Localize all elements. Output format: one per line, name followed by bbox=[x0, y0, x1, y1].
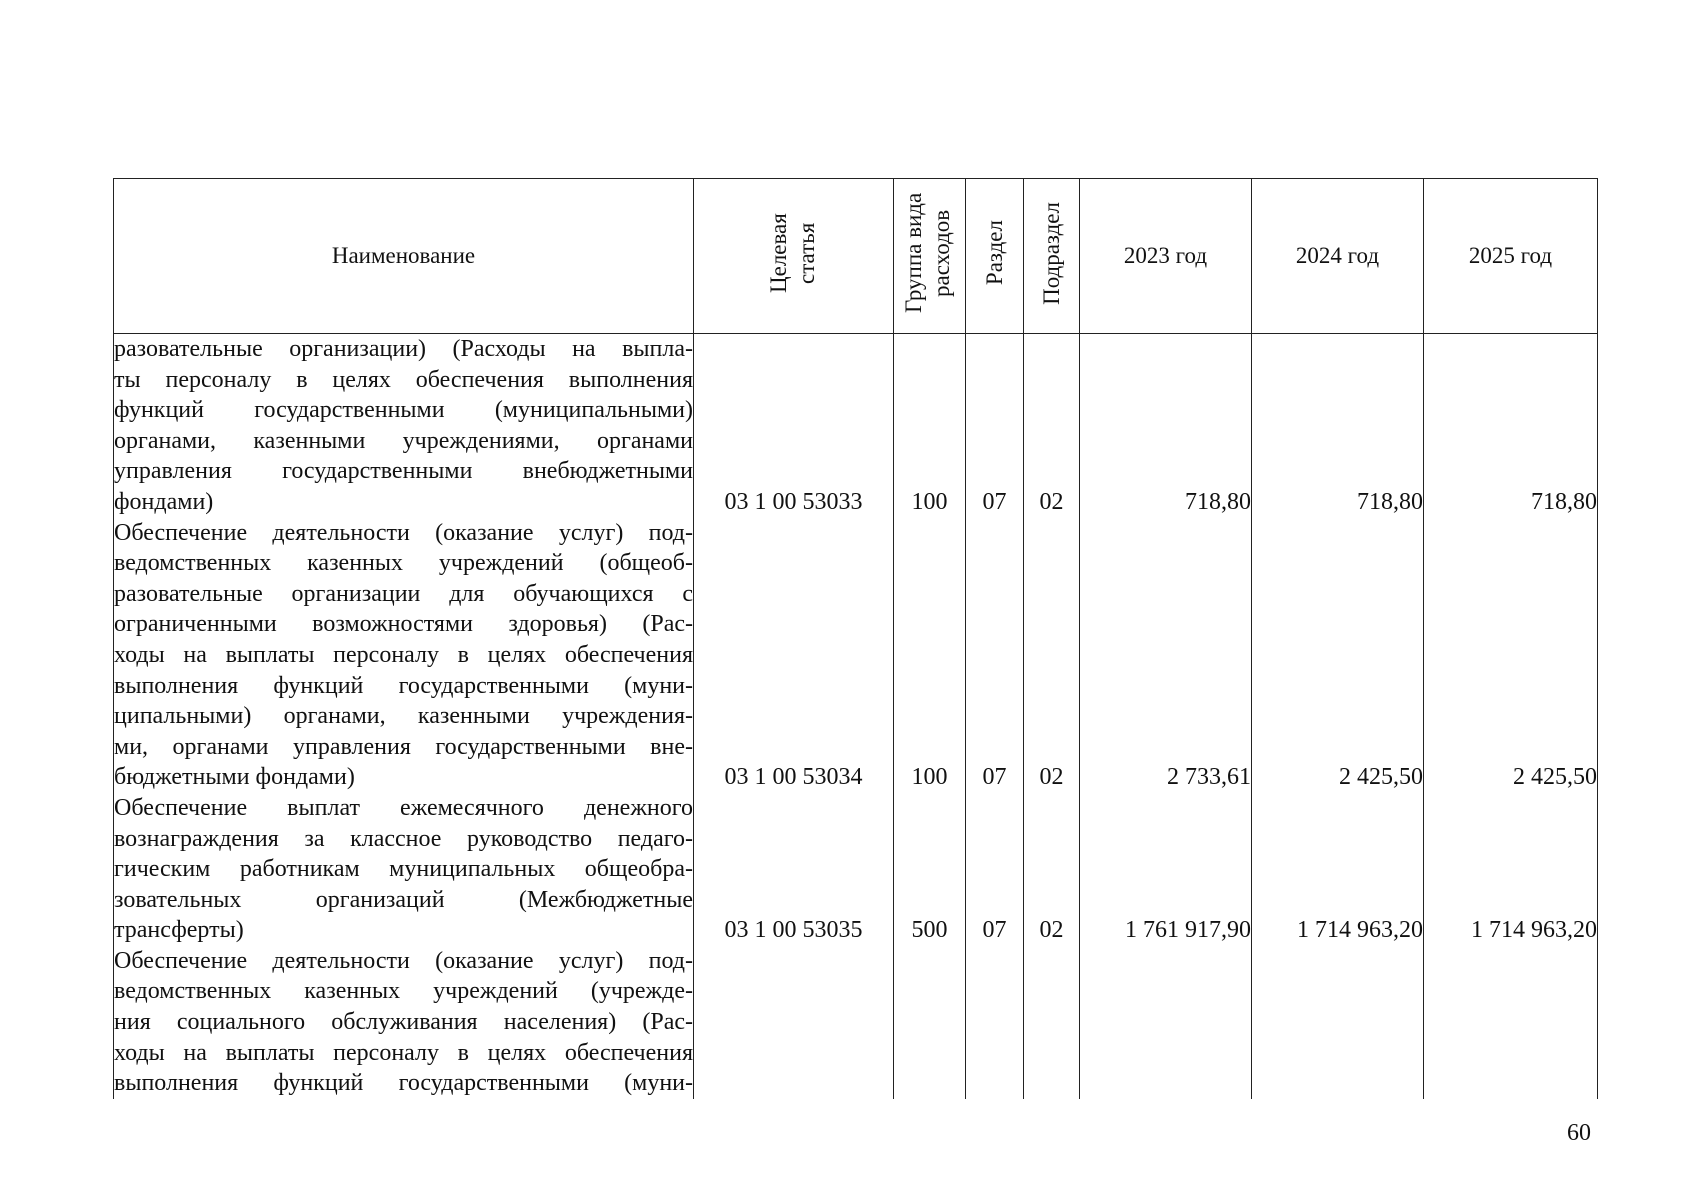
name-line: фондами) bbox=[114, 488, 214, 515]
name-line: Обеспечение деятельности (оказание услуг) под- bbox=[114, 519, 693, 546]
cell-subsection: 02 bbox=[1024, 334, 1080, 518]
name-line: выполнения функций государственными (муни- bbox=[114, 672, 693, 699]
cell-name bbox=[114, 946, 694, 1099]
name-line: трансферты) bbox=[114, 917, 244, 944]
cell-section bbox=[966, 946, 1024, 1099]
name-line: гическим работникам муниципальных общеобра- bbox=[114, 856, 693, 883]
cell-year-2023 bbox=[1080, 946, 1252, 1099]
cell-expense-group: 500 bbox=[894, 793, 966, 946]
name-line: вознаграждения за классное руководство педаго- bbox=[114, 825, 693, 852]
header-year-2023: 2023 год bbox=[1080, 179, 1252, 334]
name-line: ограниченными возможностями здоровья) (Рас- bbox=[114, 611, 693, 638]
table-row bbox=[114, 793, 1598, 946]
header-name: Наименование bbox=[114, 179, 694, 334]
name-line: разовательные организации для обучающихся с bbox=[114, 580, 693, 607]
header-year-2025: 2025 год bbox=[1424, 179, 1598, 334]
name-line: выполнения функций государственными (муни- bbox=[114, 1070, 693, 1097]
name-line: функций государственными (муниципальными) bbox=[114, 397, 693, 424]
budget-table bbox=[113, 178, 1598, 1099]
header-subsection: Подраздел bbox=[1024, 179, 1080, 334]
cell-target-article bbox=[694, 946, 894, 1099]
name-line: Обеспечение деятельности (оказание услуг) под- bbox=[114, 947, 693, 974]
cell-target-article: 03 1 00 53034 bbox=[694, 518, 894, 793]
header-year-2024: 2024 год bbox=[1252, 179, 1424, 334]
cell-name bbox=[114, 793, 694, 946]
cell-expense-group bbox=[894, 946, 966, 1099]
cell-year-2023: 2 733,61 bbox=[1080, 518, 1252, 793]
cell-year-2023: 718,80 bbox=[1080, 334, 1252, 518]
cell-section: 07 bbox=[966, 518, 1024, 793]
name-line: ния социального обслуживания населения) (Рас- bbox=[114, 1009, 693, 1036]
table-row bbox=[114, 518, 1598, 793]
cell-year-2025: 1 714 963,20 bbox=[1424, 793, 1598, 946]
cell-target-article: 03 1 00 53033 bbox=[694, 334, 894, 518]
name-line: зовательных организаций (Межбюджетные bbox=[114, 886, 693, 913]
cell-expense-group: 100 bbox=[894, 334, 966, 518]
header-expense-group: Группа вида расходов bbox=[894, 179, 966, 334]
cell-target-article: 03 1 00 53035 bbox=[694, 793, 894, 946]
cell-section: 07 bbox=[966, 793, 1024, 946]
cell-year-2024: 718,80 bbox=[1252, 334, 1424, 518]
table-header-row bbox=[114, 179, 1598, 334]
cell-year-2024: 2 425,50 bbox=[1252, 518, 1424, 793]
name-line: ципальными) органами, казенными учреждения- bbox=[114, 703, 693, 730]
table-row bbox=[114, 946, 1598, 1099]
cell-year-2025: 718,80 bbox=[1424, 334, 1598, 518]
name-line: разовательные организации) (Расходы на выпла- bbox=[114, 336, 693, 362]
name-line: бюджетными фондами) bbox=[114, 764, 355, 791]
name-line: Обеспечение выплат ежемесячного денежного bbox=[114, 794, 693, 821]
cell-year-2025: 2 425,50 bbox=[1424, 518, 1598, 793]
cell-expense-group: 100 bbox=[894, 518, 966, 793]
name-line: ходы на выплаты персоналу в целях обеспечения bbox=[114, 641, 693, 668]
name-line: ты персоналу в целях обеспечения выполнения bbox=[114, 366, 693, 393]
name-line: органами, казенными учреждениями, органами bbox=[114, 427, 693, 454]
cell-year-2025 bbox=[1424, 946, 1598, 1099]
name-line: ми, органами управления государственными вне- bbox=[114, 733, 693, 760]
table-row bbox=[114, 334, 1598, 518]
cell-subsection: 02 bbox=[1024, 518, 1080, 793]
cell-year-2023: 1 761 917,90 bbox=[1080, 793, 1252, 946]
cell-year-2024: 1 714 963,20 bbox=[1252, 793, 1424, 946]
cell-subsection bbox=[1024, 946, 1080, 1099]
cell-subsection: 02 bbox=[1024, 793, 1080, 946]
cell-name bbox=[114, 334, 694, 518]
header-target-article: Целевая статья bbox=[694, 179, 894, 334]
name-line: управления государственными внебюджетными bbox=[114, 458, 693, 485]
cell-section: 07 bbox=[966, 334, 1024, 518]
name-line: ведомственных казенных учреждений (учрежде- bbox=[114, 978, 693, 1005]
table-body bbox=[114, 334, 1598, 1099]
name-line: ходы на выплаты персоналу в целях обеспечения bbox=[114, 1039, 693, 1066]
cell-year-2024 bbox=[1252, 946, 1424, 1099]
cell-name bbox=[114, 518, 694, 793]
name-line: ведомственных казенных учреждений (общеоб- bbox=[114, 550, 693, 577]
page-number: 60 bbox=[1567, 1120, 1591, 1146]
header-section: Раздел bbox=[966, 179, 1024, 334]
